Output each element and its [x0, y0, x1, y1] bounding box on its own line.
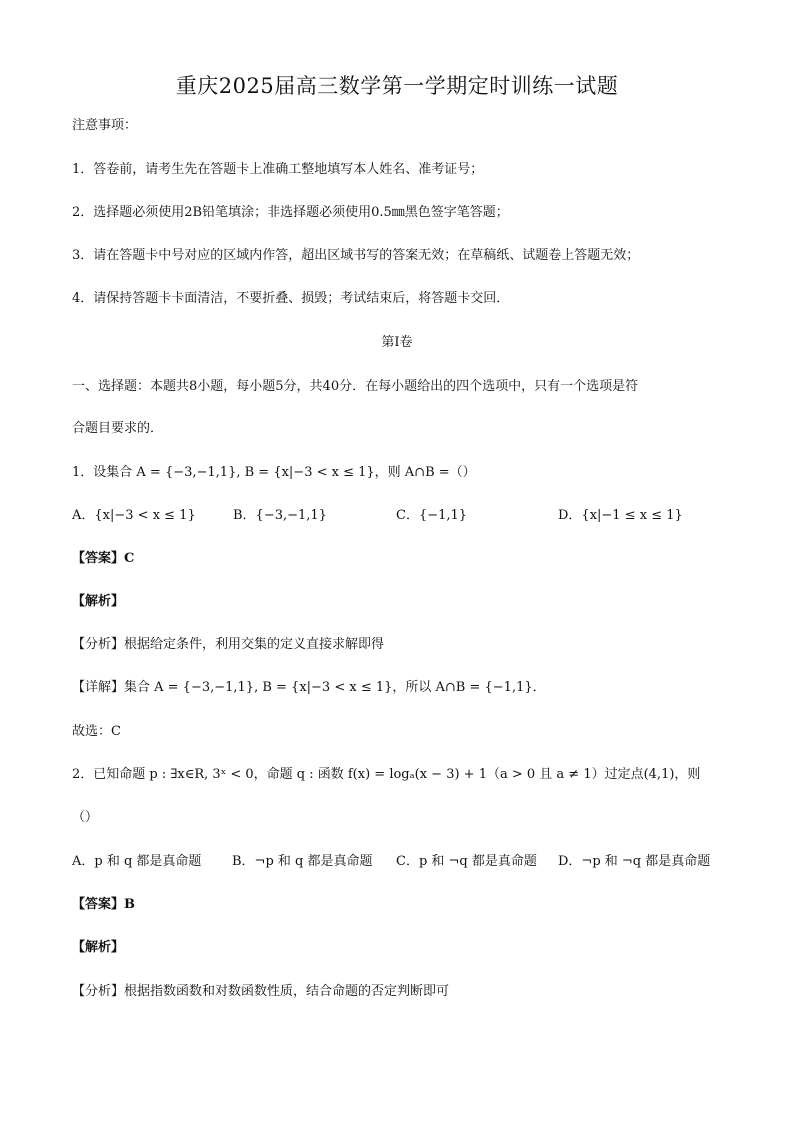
question-1-option-c: C．{−1,1}: [396, 508, 468, 523]
page-title: 重庆2025届高三数学第一学期定时训练一试题: [175, 74, 619, 98]
section-instructions-line-2: 合题目要求的．: [72, 421, 164, 436]
question-1-choice: 故选：C: [72, 724, 121, 739]
question-2-stem: 2．已知命题 p : ∃x∈R, 3ˣ < 0，命题 q : 函数 f(x) = logₐ(x − 3) + 1（a > 0 且 a ≠ 1）过定点(4,1)，则: [72, 767, 701, 782]
question-1-analysis-heading: 【解析】: [72, 594, 125, 609]
question-1-detail: 【详解】集合 A = {−3,−1,1}, B = {x|−3 < x ≤ 1}，所以 A∩B = {−1,1}．: [72, 680, 546, 695]
question-2-answer: 【答案】B: [72, 897, 135, 912]
question-1-option-a: A．{x|−3 < x ≤ 1}: [72, 508, 196, 523]
question-1-answer: 【答案】C: [72, 551, 135, 566]
question-1-analysis: 【分析】根据给定条件，利用交集的定义直接求解即得: [72, 637, 385, 652]
question-1-stem: 1．设集合 A = {−3,−1,1}, B = {x|−3 < x ≤ 1}，则 A∩B =（）: [72, 465, 476, 480]
notice-item-1: 1．答卷前，请考生先在答题卡上准确工整地填写本人姓名、准考证号；: [72, 162, 484, 177]
notice-item-4: 4．请保持答题卡卡面清洁，不要折叠、损毁；考试结束后，将答题卡交回．: [72, 291, 510, 306]
notice-item-3: 3．请在答题卡中号对应的区域内作答，超出区域书写的答案无效；在草稿纸、试题卷上答题无效；: [72, 248, 640, 263]
question-2-stem-continued: （）: [72, 810, 99, 825]
notice-item-2: 2．选择题必须使用2B铅笔填涂；非选择题必须使用0.5㎜黑色签字笔答题；: [72, 205, 509, 220]
question-2-option-a: A．p 和 q 都是真命题: [72, 854, 202, 869]
volume-heading: 第I卷: [381, 335, 413, 350]
question-2-option-d: D．¬p 和 ¬q 都是真命题: [558, 854, 711, 869]
question-2-option-c: C．p 和 ¬q 都是真命题: [396, 854, 537, 869]
question-2-analysis-heading: 【解析】: [72, 940, 125, 955]
question-1-option-b: B．{−3,−1,1}: [233, 508, 327, 523]
section-instructions-line-1: 一、选择题：本题共8小题，每小题5分，共40分．在每小题给出的四个选项中，只有一个选项是符: [72, 379, 639, 394]
question-2-option-b: B．¬p 和 q 都是真命题: [232, 854, 373, 869]
notice-heading: 注意事项：: [72, 118, 138, 133]
question-1-option-d: D．{x|−1 ≤ x ≤ 1}: [558, 508, 683, 523]
question-2-analysis: 【分析】根据指数函数和对数函数性质，结合命题的否定判断即可: [72, 984, 450, 999]
